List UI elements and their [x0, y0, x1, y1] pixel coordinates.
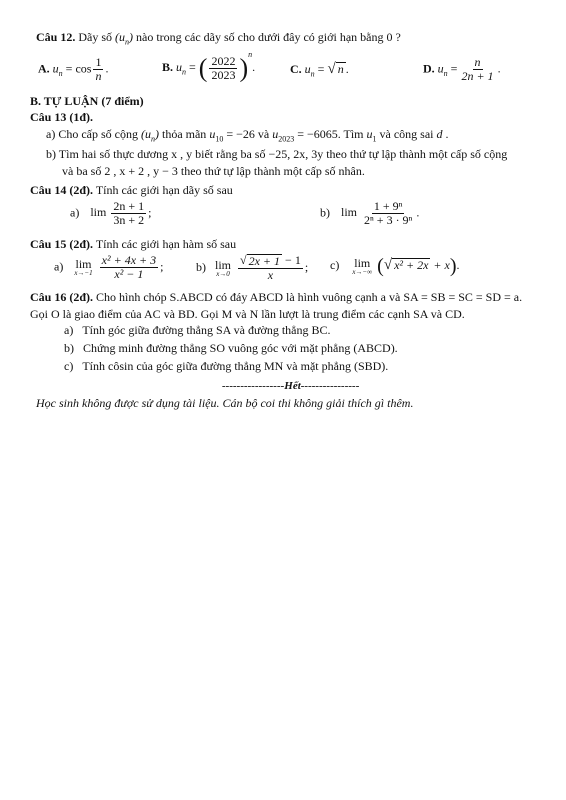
q12-option-a: A. $u_n = \cos$ $\frac{1}{n}$ .	[38, 55, 109, 84]
q13-part-b-cont: và ba số 2 , x + 2 , y − 3 theo thứ tự lập thành một cấp số nhân.	[62, 164, 365, 178]
q13-part-b: b) Tìm hai số thực dương x , y biết rằng ba số −25, 2x, 3y theo thứ tự lập thành một cấp số cộng	[46, 147, 508, 161]
q15-part-b: b) lim x→0 √ 2x + 1 − 1 x ;	[196, 253, 309, 283]
q12-title: Câu 12.	[36, 30, 76, 44]
q16-part-b: b) Chứng minh đường thẳng SO vuông góc với mặt phẳng (ABCD).	[64, 341, 398, 355]
q12-option-b: B. $u_n$ = ( $\frac{2022}{2023}$ )$^n$.	[162, 50, 256, 83]
footer-note: Học sinh không được sử dụng tài liệu. Cán bộ coi thi không giải thích gì thêm.	[36, 396, 414, 410]
q16-stem: Câu 16 (2đ). Cho hình chóp S.ABCD có đáy ABCD là hình vuông cạnh a và SA = SB = SC = SD = a.	[30, 290, 523, 304]
q15-part-a: a) lim x→−1 $\frac{\text{x² + 4x + 3}}{\text{x² − 1}}$ ;	[54, 253, 164, 282]
q14-stem: Câu 14 (2đ). Tính các giới hạn dãy số sau	[30, 183, 233, 197]
q16-part-a: a) Tính góc giữa đường thẳng SA và đường thẳng BC.	[64, 323, 331, 337]
end-mark: -----------------Hết----------------	[222, 380, 360, 392]
q12-stem: Câu 12. Dãy số $(u_n)$ nào trong các dãy số cho dưới đây có giới hạn bằng 0 ?	[36, 30, 401, 47]
q16-stem-cont: Gọi O là giao điểm của AC và BD. Gọi M và N lần lượt là trung điểm các cạnh SA và CD.	[30, 307, 465, 321]
q15-stem: Câu 15 (2đ). Tính các giới hạn hàm số sau	[30, 237, 237, 251]
q14-part-a: a) lim $\frac{2n + 1}{3n + 2}$ ;	[70, 199, 152, 228]
q12-option-d: D. $u_n$ = $\frac{n}{2n + 1}$ .	[423, 55, 501, 84]
q16-part-c: c) Tính côsin của góc giữa đường thẳng MN và mặt phẳng (SBD).	[64, 359, 389, 373]
q14-part-b: b) lim $\frac{\text{1 + 9ⁿ}}{\text{2ⁿ + 3 · 9ⁿ}}$ .	[320, 199, 420, 228]
q13-part-a: a) Cho cấp số cộng $(u_n)$ thỏa mãn $u_{10} = -26$ và $u_{2023} = -6065$. Tìm $u_1$ và công sai d .	[46, 127, 449, 144]
section-b-title: B. TỰ LUẬN (7 điểm)	[30, 94, 144, 108]
q12-option-c: C. $u_n$ = √ n .	[290, 61, 349, 79]
q15-part-c: c) lim x→−∞ ( √ x² + 2x + x).	[330, 255, 460, 277]
q13-title: Câu 13 (1đ).	[30, 110, 94, 124]
